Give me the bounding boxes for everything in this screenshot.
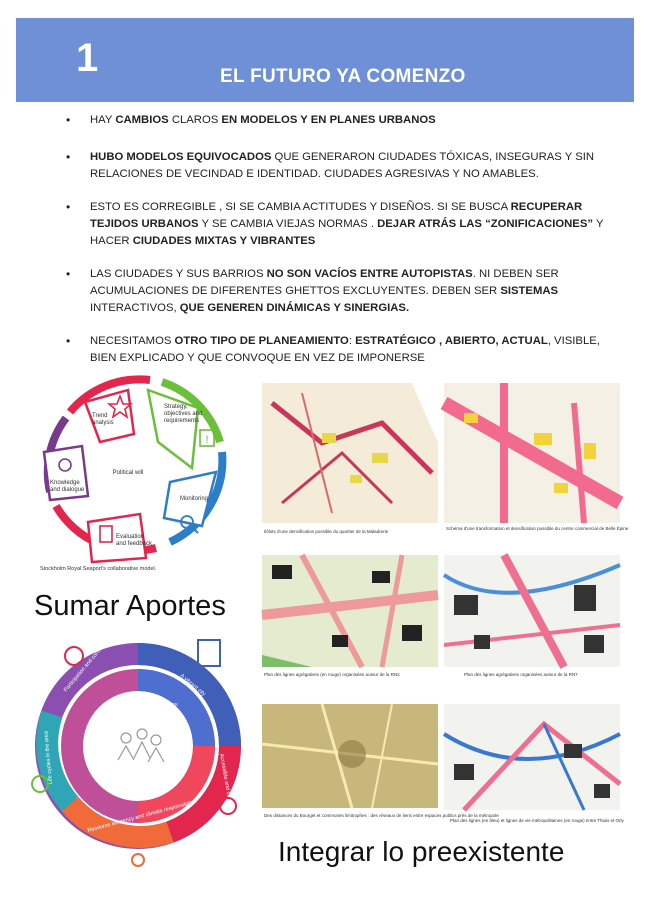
cycle-center-label: Political will bbox=[112, 470, 144, 476]
bullet-text bbox=[90, 201, 603, 247]
bullet-segment: ESTO ES CORREGIBLE , SI SE CAMBIA ACTITUDES Y DISEÑOS. SI SE BUSCA bbox=[90, 201, 511, 213]
map-rn7 bbox=[444, 555, 620, 679]
bullet-dot: • bbox=[66, 113, 71, 127]
bullet-dot: • bbox=[66, 150, 71, 164]
map-thiais-orly bbox=[444, 704, 624, 834]
bullet-segment: . NI DEBEN SER ACUMULACIONES DE DIFERENTES GHETTOS EXCLUYENTES. DEBEN SER bbox=[90, 268, 559, 297]
step-label-trend-2: analysis bbox=[92, 420, 114, 426]
wheel-label-vibrant: A vibrant city bbox=[178, 672, 207, 698]
bullet-bold-segment: DEJAR ATRÁS LAS “ZONIFICACIONES” bbox=[377, 218, 594, 230]
bullet-bold-segment: EN MODELOS Y EN PLANES URBANOS bbox=[221, 114, 436, 126]
sumar-aportes-caption: Sumar Aportes bbox=[34, 590, 226, 622]
bullet-bold-segment: ESTRATÉGICO , ABIERTO, ACTUAL bbox=[355, 335, 548, 347]
step-label-evaluation-1: Evaluation bbox=[116, 534, 145, 540]
bullet-item bbox=[66, 112, 626, 129]
bullet-text bbox=[90, 151, 594, 180]
map-rn2 bbox=[262, 555, 438, 679]
bullet-dot: • bbox=[66, 267, 71, 281]
map-belle-epine bbox=[444, 383, 629, 535]
bullet-text bbox=[90, 268, 559, 314]
step-label-strategy-3: requirements bbox=[164, 418, 200, 424]
step-label-monitoring: Monitoring bbox=[180, 496, 209, 502]
step-label-strategy-1: Strategy, bbox=[164, 404, 188, 410]
page-title: EL FUTURO YA COMENZO bbox=[220, 66, 466, 87]
bullet-segment: NECESITAMOS bbox=[90, 335, 175, 347]
participation-icon bbox=[65, 647, 83, 665]
bullet-dot: • bbox=[66, 200, 71, 214]
bullet-item bbox=[66, 266, 626, 317]
map-caption: Plan des lignes (en bleu) et lignes de vie métropolitaines (en rouge) entre Thiais et Orly bbox=[450, 818, 624, 823]
bullet-text bbox=[90, 335, 600, 364]
wheel-label-lifecycles: Life cycles in the area bbox=[43, 730, 54, 785]
bullet-segment: Y HACER bbox=[90, 218, 604, 247]
map-caption: Plan des lignes agrégatives organisées autour de la RN7 bbox=[464, 672, 578, 677]
wheel-diagram bbox=[30, 634, 250, 874]
bullet-text bbox=[90, 114, 436, 126]
cycle-diagram bbox=[30, 372, 240, 572]
bullet-dot: • bbox=[66, 334, 71, 348]
bullet-segment: Y SE CAMBIA VIEJAS NORMAS . bbox=[198, 218, 378, 230]
map-maladrerie bbox=[262, 383, 438, 535]
bullet-segment: QUE GENERARON CIUDADES TÓXICAS, INSEGURAS Y SIN RELACIONES DE VECINDAD E IDENTIDAD. CIUDADES AGRESIVAS Y NO AMABLES. bbox=[90, 151, 595, 180]
bullet-segment: , VISIBLE, BIEN EXPLICADO Y QUE CONVOQUE EN VEZ DE IMPONERSE bbox=[90, 335, 600, 364]
bullet-bold-segment: RECUPERAR TEJIDOS URBANOS bbox=[90, 201, 583, 230]
step-label-strategy-2: objectives and bbox=[164, 411, 203, 417]
header-banner bbox=[16, 18, 634, 102]
bullet-bold-segment: OTRO TIPO DE PLANEAMIENTO bbox=[174, 335, 349, 347]
map-caption: Plan des lignes agrégatives (en rouge) organisées autour de la RN2 bbox=[264, 672, 400, 677]
map-caption: Schéma d'une transformation et densification possible du centre commercial de Belle Épine bbox=[446, 526, 629, 531]
bullet-item bbox=[66, 199, 626, 250]
wheel-label-resource: Resource efficiency and climate responsibility bbox=[86, 799, 196, 834]
bullet-segment: LAS CIUDADES Y SUS BARRIOS bbox=[90, 268, 267, 280]
step-label-trend-1: Trend bbox=[92, 413, 108, 419]
map-caption: Ilôlots d'une densification possible du quartier de la Maladrerie bbox=[264, 529, 389, 534]
alert-icon-mark: ! bbox=[205, 434, 209, 446]
bullet-segment: CLAROS bbox=[168, 114, 222, 126]
bullet-bold-segment: NO SON VACÍOS ENTRE AUTOPISTAS bbox=[266, 268, 473, 280]
bullet-bold-segment: HUBO MODELOS EQUIVOCADOS bbox=[90, 151, 272, 163]
bullet-segment: INTERACTIVOS, bbox=[90, 302, 180, 314]
bullet-item bbox=[66, 149, 626, 183]
bullet-bold-segment: QUE GENEREN DINÁMICAS Y SINERGIAS. bbox=[179, 302, 410, 314]
inner-label-src: SRC bbox=[133, 692, 143, 697]
wheel-label-participation: Participation and consultation bbox=[62, 634, 114, 694]
bullet-item bbox=[66, 333, 626, 367]
bullet-segment: : bbox=[348, 335, 356, 347]
sun-icon bbox=[132, 854, 144, 866]
bullet-bold-segment: CIUDADES MIXTAS Y VIBRANTES bbox=[132, 235, 316, 247]
integrar-caption: Integrar lo preexistente bbox=[278, 836, 565, 867]
bullet-list bbox=[66, 112, 626, 383]
inner-label-economic: ECONOMIC FRAMEWORK bbox=[122, 702, 178, 707]
map-bourget bbox=[262, 704, 499, 834]
cycle-caption: Stockholm Royal Seaport's collaborative model. bbox=[40, 566, 157, 572]
bullet-bold-segment: SISTEMAS bbox=[500, 285, 559, 297]
step-label-evaluation-2: and feedback bbox=[116, 541, 153, 547]
step-label-knowledge-1: Knowledge bbox=[50, 480, 80, 486]
section-number: 1 bbox=[76, 36, 99, 80]
buildings-icon bbox=[198, 640, 220, 666]
wheel-label-accessible: Accessible and close bbox=[218, 753, 233, 805]
inner-label-building: BUILDING bbox=[149, 712, 171, 717]
map-caption: Des distances du Bourget et communes limitrophes : des réseaux de liens entre espaces publics près de la métropole bbox=[264, 813, 499, 818]
bullet-bold-segment: CAMBIOS bbox=[115, 114, 169, 126]
step-label-knowledge-2: and dialogue bbox=[50, 487, 85, 493]
bullet-segment: HAY bbox=[90, 114, 116, 126]
